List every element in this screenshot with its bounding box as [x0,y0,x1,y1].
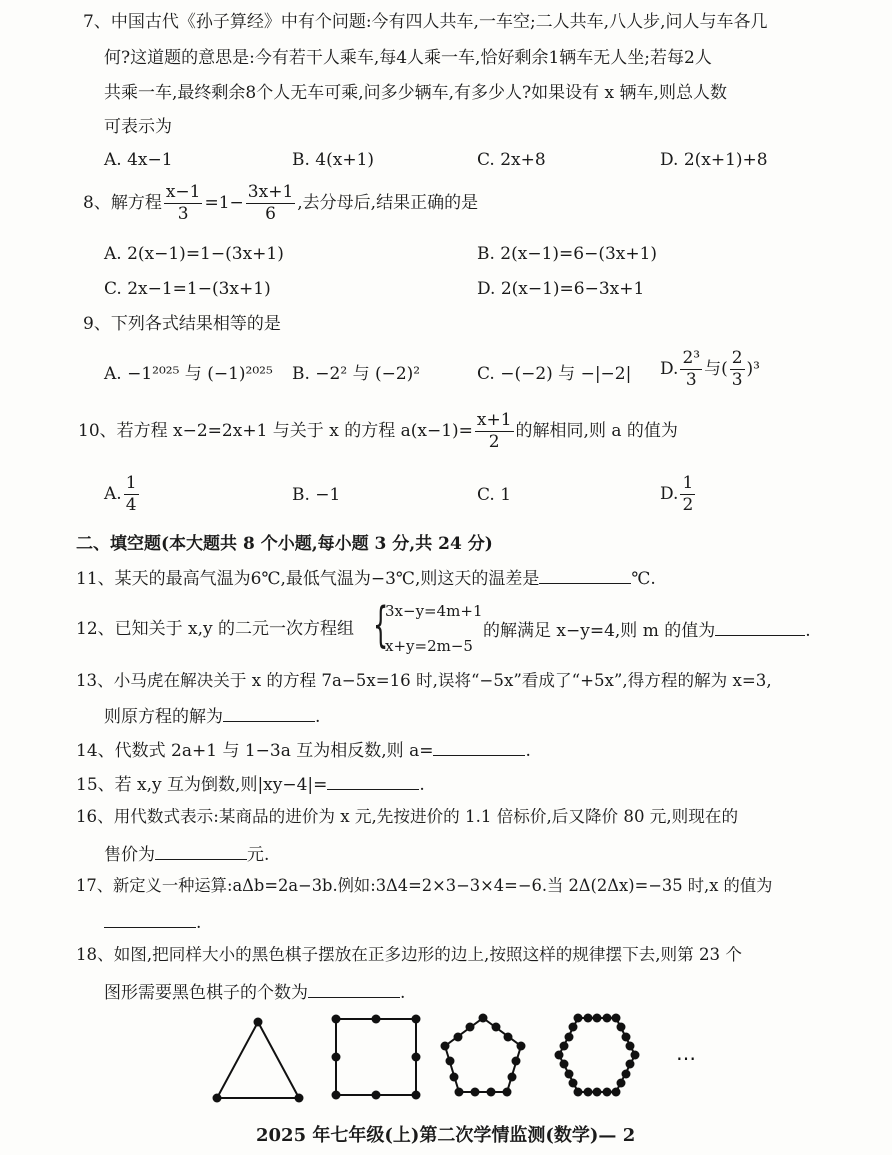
q7-line2: 何?这道题的意思是:今有若干人乘车,每4人乘一车,恰好剩余1辆车无人坐;若每2人 [104,48,712,68]
q9-d-frac2-numerator: 2 [731,348,743,368]
q12-eq1: 3x−y=4m+1 [385,602,483,620]
q9-d-fraction-1 [680,350,702,389]
polygon-chess-figure [200,1010,720,1110]
q8-option-c: C. 2x−1=1−(3x+1) [104,279,271,299]
q10-prefix: 10、若方程 x−2=2x+1 与关于 x 的方程 a(x−1)= [78,421,473,441]
q9-option-c: C. −(−2) 与 −|−2| [477,364,632,384]
q10-frac-denominator: 2 [488,432,500,452]
q7-option-b: B. 4(x+1) [292,150,375,170]
q15-end: . [419,775,425,795]
q14 [76,741,531,760]
q7-option-c: C. 2x+8 [477,150,546,170]
q9-d-frac2-denominator: 3 [731,370,743,390]
q9-option-d [660,350,760,389]
q8-suffix: ,去分母后,结果正确的是 [297,193,479,213]
q7-option-d: D. 2(x+1)+8 [660,150,768,170]
q10-fraction [475,412,514,451]
q11-unit: ℃. [631,569,656,589]
q12-end: . [805,621,811,641]
q8-fraction-1 [164,184,203,223]
q8-frac2-numerator: 3x+1 [247,182,294,202]
q8-fraction-2 [246,184,295,223]
q13-text: 则原方程的解为 [104,707,223,727]
q17-answer-blank [104,913,196,928]
q10-d-fraction [680,475,695,514]
q7-line3: 共乘一车,最终剩余8个人无车可乘,问多少辆车,有多少人?如果设有 x 辆车,则总人数 [104,83,727,103]
q8-equals: =1− [204,193,244,213]
q10-suffix: 的解相同,则 a 的值为 [515,421,678,441]
q13-end: . [315,707,321,727]
q8-prefix: 8、解方程 [83,193,162,213]
q18-end: . [400,983,406,1003]
q12-prefix: 12、已知关于 x,y 的二元一次方程组 [76,619,355,639]
q8-option-a: A. 2(x−1)=1−(3x+1) [104,244,284,264]
q9-option-a: A. −1²⁰²⁵ 与 (−1)²⁰²⁵ [104,364,273,384]
figure-ellipsis: … [676,1041,696,1065]
q15-text: 15、若 x,y 互为倒数,则|xy−4|= [76,775,328,795]
q10-option-a [104,475,141,514]
q17-line1: 17、新定义一种运算:aΔb=2a−3b.例如:3Δ4=2×3−3×4=−6.当 2Δ(2Δx)=−35 时,x 的值为 [76,876,773,895]
q12-suffix: 的解满足 x−y=4,则 m 的值为 [483,621,716,641]
q13-line1: 13、小马虎在解决关于 x 的方程 7a−5x=16 时,误将“−5x”看成了“+5x”,得方程的解为 x=3, [76,671,772,690]
q12-tail [483,621,811,640]
q10-option-c: C. 1 [477,485,512,505]
q9-d-middle: 与( [704,359,728,379]
q15 [76,775,425,794]
q12-eq2: x+y=2m−5 [385,637,473,655]
q16-line2 [104,845,269,864]
q9-stem: 9、下列各式结果相等的是 [83,314,281,334]
page-footer: 2025 年七年级(上)第二次学情监测(数学)— 2 [256,1125,636,1146]
q14-answer-blank [433,741,525,756]
q10-d-denominator: 2 [682,495,694,515]
q9-d-fraction-2 [730,350,745,389]
section-2-heading: 二、填空题(本大题共 8 个小题,每小题 3 分,共 24 分) [76,534,493,554]
q10-a-label: A. [104,484,122,504]
q16-line1: 16、用代数式表示:某商品的进价为 x 元,先按进价的 1.1 倍标价,后又降价 80 元,则现在的 [76,807,739,826]
q10-option-b: B. −1 [292,485,341,505]
q9-option-b: B. −2² 与 (−2)² [292,364,421,384]
q10-option-d [660,475,697,514]
q13-line2 [104,707,320,726]
q8-stem [83,184,478,223]
q8-frac2-denominator: 6 [265,204,276,224]
q15-answer-blank [327,775,419,790]
q17-line2 [104,913,201,932]
q12-brace: { [373,597,389,653]
q11-text: 11、某天的最高气温为6℃,最低气温为−3℃,则这天的温差是 [76,569,540,589]
q9-d-frac1-numerator: 2³ [682,348,701,368]
q10-a-denominator: 4 [125,495,137,515]
q7-line4: 可表示为 [104,117,172,137]
q10-frac-numerator: x+1 [476,410,512,430]
q9-d-end: )³ [746,359,760,379]
q11 [76,569,656,588]
q8-option-b: B. 2(x−1)=6−(3x+1) [477,244,658,264]
q9-d-label: D. [660,359,679,379]
triangle-figure [213,1018,304,1103]
q10-a-fraction [124,475,139,514]
square-figure [332,1015,421,1100]
q12-answer-blank [715,621,805,636]
q18-line2 [104,983,405,1002]
q16-end: 元. [247,845,270,865]
q18-answer-blank [308,983,400,998]
q8-frac1-denominator: 3 [177,204,189,224]
q13-answer-blank [223,707,315,722]
q16-answer-blank [155,845,247,860]
hexagon-figure [555,1014,640,1097]
pentagon-figure [441,1014,526,1097]
q7-line1: 7、中国古代《孙子算经》中有个问题:今有四人共车,一车空;二人共车,八人步,问人与车各几 [83,12,768,32]
q10-d-label: D. [660,484,679,504]
q14-end: . [525,741,531,761]
q10-d-numerator: 1 [682,473,694,493]
q7-option-a: A. 4x−1 [104,150,173,170]
q16-text: 售价为 [104,845,155,865]
q14-text: 14、代数式 2a+1 与 1−3a 互为相反数,则 a= [76,741,434,761]
q9-d-frac1-denominator: 3 [685,370,697,390]
q11-answer-blank [539,569,631,584]
q10-a-numerator: 1 [125,473,137,493]
q10-stem [78,412,678,451]
q8-option-d: D. 2(x−1)=6−3x+1 [477,279,645,299]
q18-line1: 18、如图,把同样大小的黑色棋子摆放在正多边形的边上,按照这样的规律摆下去,则第 23 个 [76,945,742,964]
q17-end: . [196,913,202,933]
q18-text: 图形需要黑色棋子的个数为 [104,983,308,1003]
q8-frac1-numerator: x−1 [165,182,201,202]
